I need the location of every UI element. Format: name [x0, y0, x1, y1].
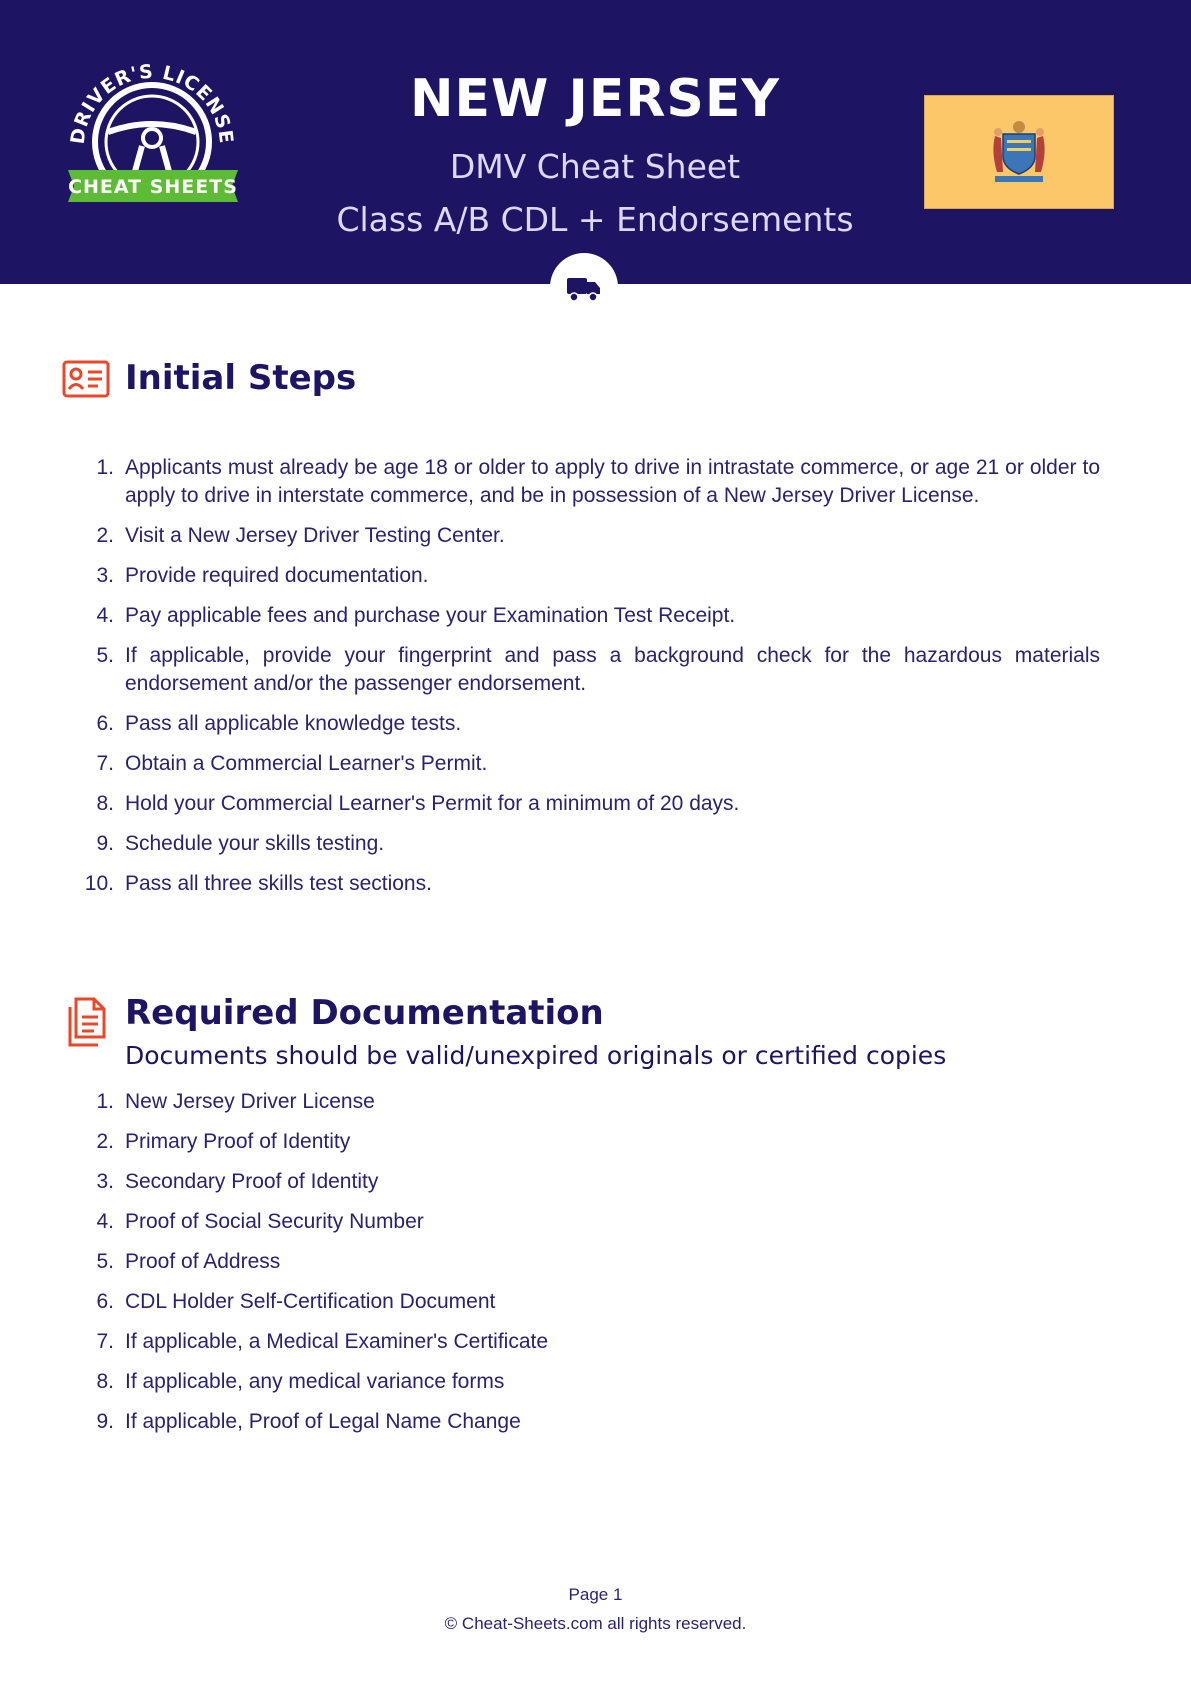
item-text: Applicants must already be age 18 or older to apply to drive in intrastate commerce, or age 21 or older to apply to drive in interstate commerce, and be in possession of a New Jersey Driver License.	[125, 456, 1100, 507]
required-documentation-list	[0, 1088, 1100, 1436]
initial-steps-list	[0, 454, 1100, 898]
list-item	[0, 790, 1100, 818]
item-number: 7.	[96, 752, 114, 775]
list-item	[0, 1328, 1100, 1356]
list-item	[0, 1168, 1100, 1196]
item-text: Pay applicable fees and purchase your Examination Test Receipt.	[125, 604, 736, 627]
item-number: 5.	[96, 644, 114, 667]
list-item	[0, 642, 1100, 698]
page-header	[0, 0, 1191, 284]
list-item	[0, 870, 1100, 898]
truck-icon	[566, 269, 602, 305]
item-text: Hold your Commercial Learner's Permit for a minimum of 20 days.	[125, 792, 740, 815]
item-text: Pass all applicable knowledge tests.	[125, 712, 462, 735]
item-text: Proof of Address	[125, 1250, 281, 1273]
item-text: Pass all three skills test sections.	[125, 872, 432, 895]
item-text: Proof of Social Security Number	[125, 1210, 424, 1233]
item-number: 5.	[96, 1250, 114, 1273]
list-item	[0, 522, 1100, 550]
item-text: Schedule your skills testing.	[125, 832, 385, 855]
id-card-icon	[62, 360, 110, 403]
item-number: 6.	[96, 712, 114, 735]
item-number: 8.	[96, 792, 114, 815]
list-item	[0, 1208, 1100, 1236]
required-documentation-subtitle: Documents should be valid/unexpired originals or certified copies	[125, 1041, 947, 1070]
list-item	[0, 1288, 1100, 1316]
item-text: Secondary Proof of Identity	[125, 1170, 379, 1193]
item-number: 4.	[96, 1210, 114, 1233]
item-number: 10.	[84, 872, 114, 895]
copyright-notice: © Cheat-Sheets.com all rights reserved.	[444, 1614, 747, 1633]
page-number: Page 1	[568, 1585, 623, 1604]
required-documentation-title: Required Documentation	[125, 993, 604, 1033]
item-text: New Jersey Driver License	[125, 1090, 375, 1113]
list-item	[0, 602, 1100, 630]
item-number: 9.	[96, 832, 114, 855]
initial-steps-title: Initial Steps	[125, 358, 357, 398]
svg-text:CHEAT SHEETS: CHEAT SHEETS	[68, 176, 238, 198]
item-text: CDL Holder Self-Certification Document	[125, 1290, 496, 1313]
item-text: Visit a New Jersey Driver Testing Center.	[125, 524, 505, 547]
item-number: 1.	[96, 456, 114, 479]
item-text: Provide required documentation.	[125, 564, 429, 587]
list-item	[0, 1368, 1100, 1396]
driver-license-cheat-sheets-logo	[62, 50, 244, 220]
list-item	[0, 1088, 1100, 1116]
item-number: 2.	[96, 1130, 114, 1153]
item-number: 4.	[96, 604, 114, 627]
item-number: 6.	[96, 1290, 114, 1313]
list-item	[0, 1248, 1100, 1276]
item-text: If applicable, provide your fingerprint and pass a background check for the hazardous materials endorsement and/or the passenger endorsement.	[125, 644, 1100, 695]
item-number: 1.	[96, 1090, 114, 1113]
list-item	[0, 830, 1100, 858]
list-item	[0, 1128, 1100, 1156]
header-title-block	[300, 62, 890, 248]
item-number: 9.	[96, 1410, 114, 1433]
new-jersey-flag-icon	[924, 95, 1114, 209]
list-item	[0, 454, 1100, 510]
sheet-subtitle: DMV Cheat Sheet	[449, 147, 741, 186]
item-text: Primary Proof of Identity	[125, 1130, 351, 1153]
license-class-subtitle: Class A/B CDL + Endorsements	[336, 200, 854, 239]
item-number: 7.	[96, 1330, 114, 1353]
item-text: If applicable, Proof of Legal Name Change	[125, 1410, 521, 1433]
item-text: If applicable, a Medical Examiner's Certificate	[125, 1330, 549, 1353]
state-title: NEW JERSEY	[409, 69, 781, 129]
item-number: 2.	[96, 524, 114, 547]
item-text: If applicable, any medical variance forms	[125, 1370, 505, 1393]
svg-text:DRIVER'S LICENSE: DRIVER'S LICENSE	[66, 60, 238, 146]
list-item	[0, 750, 1100, 778]
list-item	[0, 1408, 1100, 1436]
truck-badge	[550, 253, 618, 321]
item-number: 3.	[96, 564, 114, 587]
item-number: 3.	[96, 1170, 114, 1193]
list-item	[0, 562, 1100, 590]
item-text: Obtain a Commercial Learner's Permit.	[125, 752, 488, 775]
list-item	[0, 710, 1100, 738]
documents-icon	[66, 997, 106, 1052]
item-number: 8.	[96, 1370, 114, 1393]
